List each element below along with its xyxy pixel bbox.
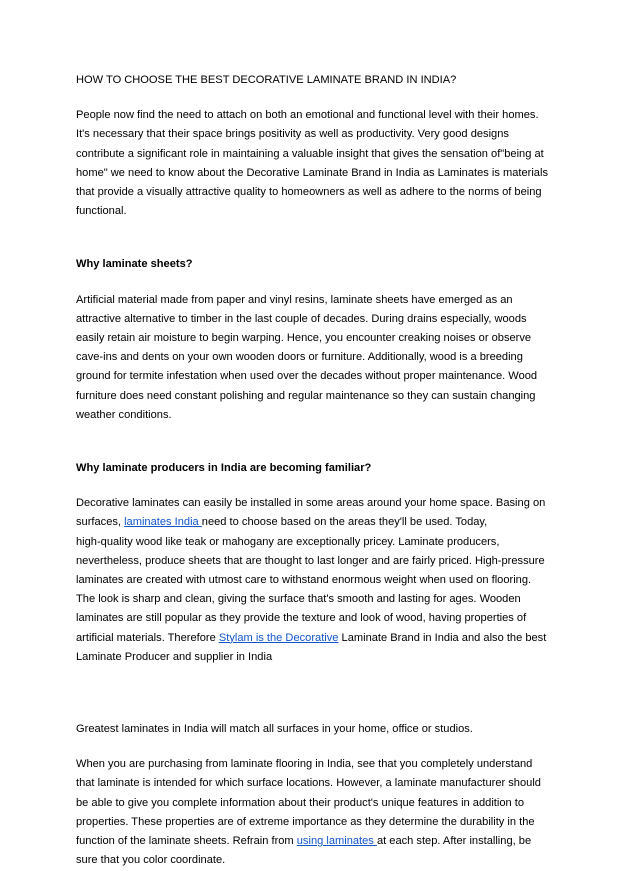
- paragraph-line: furniture does need constant polishing and regular maintenance so they can sustain changing: [76, 389, 536, 402]
- paragraph-line: Laminate Brand in India and also the best: [338, 631, 547, 644]
- paragraph-line: cave-ins and dents on your own wooden doors or furniture. Additionally, wood is a breeding: [76, 351, 523, 364]
- paragraph-line: weather conditions.: [76, 408, 172, 421]
- laminates-india-link[interactable]: laminates India: [124, 516, 202, 529]
- laminate-sheets-paragraph: [76, 291, 574, 425]
- paragraph-line: properties. These properties are of extreme importance as they determine the durability in the: [76, 815, 535, 828]
- paragraph-line: need to choose based on the areas they'll be used. Today,: [201, 516, 488, 529]
- document-title: HOW TO CHOOSE THE BEST DECORATIVE LAMINATE BRAND IN INDIA?: [76, 74, 457, 86]
- intro-line: People now find the need to attach on both an emotional and functional level with their homes.: [76, 109, 539, 122]
- section-heading-laminate-producers: Why laminate producers in India are becoming familiar?: [76, 462, 372, 475]
- paragraph-line: Laminate Producer and supplier in India: [76, 650, 273, 663]
- paragraph-line: be able to give you complete information about their product's unique features in addition to: [76, 796, 525, 809]
- greatest-laminates-paragraph: Greatest laminates in India will match all surfaces in your home, office or studios.: [76, 723, 473, 736]
- paragraph-line: easily retain air moisture to begin warping. Hence, you encounter creaking noises or observe: [76, 332, 532, 345]
- laminate-producers-paragraph: [76, 494, 574, 667]
- paragraph-line: laminates are created with utmost care to withstand enormous weight when used on flooring.: [76, 574, 532, 587]
- paragraph-line: ground for termite infestation when used over the decades without proper maintenance. Wood: [76, 370, 538, 383]
- paragraph-line: The look is sharp and clean, giving the surface that's smooth and lasting for ages. Wooden: [76, 593, 521, 606]
- paragraph-line: attractive alternative to timber in the last couple of decades. During drains especially, woods: [76, 312, 527, 325]
- paragraph-line: artificial materials. Therefore: [76, 631, 219, 644]
- paragraph-line: that laminate is intended for which surface locations. However, a laminate manufacturer should: [76, 777, 541, 790]
- paragraph-line: Decorative laminates can easily be installed in some areas around your home space. Basing on: [76, 497, 546, 510]
- using-laminates-link[interactable]: using laminates: [296, 835, 377, 848]
- paragraph-line: high-quality wood like teak or mahogany are exceptionally pricey. Laminate producers,: [76, 535, 500, 548]
- intro-line: that provide a visually attractive quality to homeowners as well as adhere to the norms of being: [76, 186, 542, 199]
- paragraph-line: laminates are still popular as they provide the texture and look of wood, having properties of: [76, 612, 527, 625]
- paragraph-line: sure that you color coordinate.: [76, 854, 226, 867]
- document-page: [76, 71, 574, 871]
- intro-paragraph: [76, 106, 574, 221]
- section-heading-laminate-sheets: Why laminate sheets?: [76, 258, 193, 271]
- paragraph-line: When you are purchasing from laminate flooring in India, see that you completely understand: [76, 758, 533, 771]
- intro-line: contribute a significant role in maintaining a valuable insight that gives the sensation of"being at: [76, 147, 544, 160]
- intro-line: It's necessary that their space brings positivity as well as productivity. Very good designs: [76, 128, 509, 141]
- stylam-link[interactable]: Stylam is the Decorative: [218, 631, 339, 644]
- paragraph-line: Artificial material made from paper and vinyl resins, laminate sheets have emerged as an: [76, 293, 513, 306]
- paragraph-line: function of the laminate sheets. Refrain from: [76, 835, 297, 848]
- purchasing-paragraph: [76, 755, 574, 870]
- intro-line: functional.: [76, 205, 127, 218]
- paragraph-line: nevertheless, produce sheets that are thought to last longer and are fairly priced. High-pressure: [76, 554, 545, 567]
- paragraph-line: at each step. After installing, be: [376, 835, 532, 848]
- intro-line: home" we need to know about the Decorative Laminate Brand in India as Laminates is materials: [76, 166, 548, 179]
- paragraph-line: surfaces,: [76, 516, 125, 529]
